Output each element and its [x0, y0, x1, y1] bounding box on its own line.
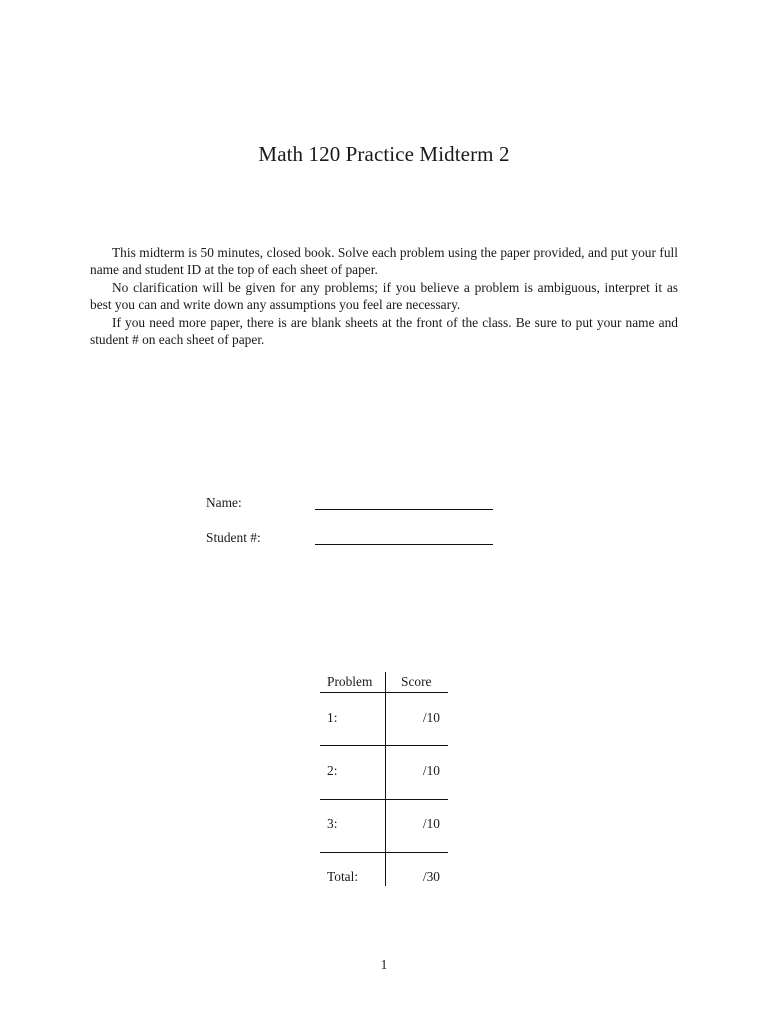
- row-score: /30: [422, 869, 440, 884]
- page-number: 1: [380, 957, 388, 972]
- row-problem: Total:: [327, 869, 359, 884]
- table-row: [320, 692, 448, 746]
- row-problem: 3:: [327, 816, 338, 831]
- row-problem: 1:: [327, 710, 338, 725]
- name-field[interactable]: [206, 495, 506, 515]
- instruction-paragraph: If you need more paper, there is are blank sheets at the front of the class. Be sure to put your name and student # on each sheet of paper.: [90, 314, 678, 348]
- row-score: /10: [422, 816, 440, 831]
- table-header: [320, 672, 448, 693]
- header-score: Score: [401, 674, 432, 689]
- student-number-field[interactable]: [206, 530, 506, 550]
- row-problem: 2:: [327, 763, 338, 778]
- name-blank-line[interactable]: [315, 509, 493, 510]
- table-row-total: [320, 853, 448, 906]
- instruction-paragraph: This midterm is 50 minutes, closed book. Solve each problem using the paper provided, and put your full name and student ID at the top of each sheet of paper.: [90, 245, 678, 278]
- row-score: /10: [422, 763, 440, 778]
- header-problem: Problem: [327, 674, 373, 689]
- name-label: Name:: [206, 495, 242, 510]
- row-score: /10: [422, 710, 440, 725]
- table-row: [320, 746, 448, 800]
- page-title: Math 120 Practice Midterm 2: [258, 142, 510, 166]
- instruction-paragraph: No clarification will be given for any problems; if you believe a problem is ambiguous, interpret it as best you can and write down any assumptions you feel are necessary.: [90, 279, 678, 313]
- table-row: [320, 799, 448, 853]
- instructions: [90, 244, 678, 348]
- student-number-label: Student #:: [206, 530, 261, 545]
- student-number-blank-line[interactable]: [315, 544, 493, 545]
